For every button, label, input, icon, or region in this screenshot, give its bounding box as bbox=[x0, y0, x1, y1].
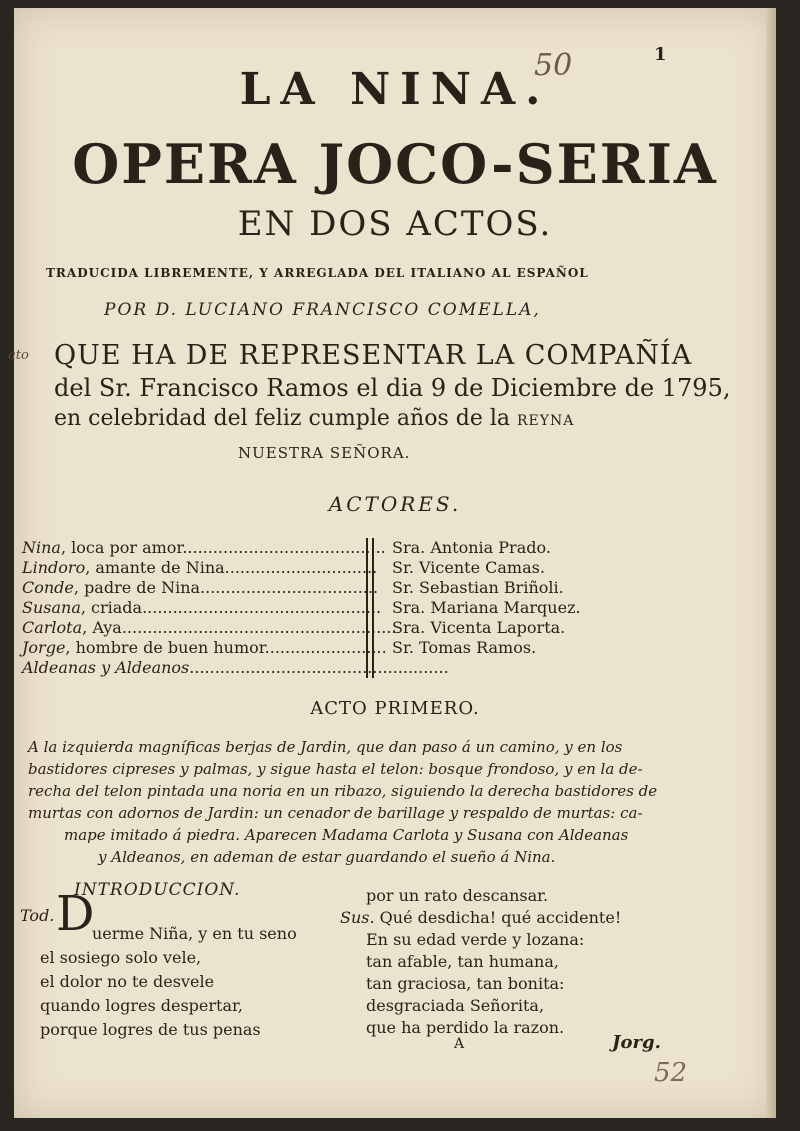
verse-line: En su edad verde y lozana: bbox=[366, 930, 585, 949]
cast-actor: Sr. Sebastian Briñoli. bbox=[392, 578, 564, 597]
stage-direction: recha del telon pintada una noria en un ribazo, siguiendo la derecha bastidores de bbox=[28, 782, 658, 800]
page-number: 1 bbox=[654, 44, 667, 65]
subtitle: OPERA JOCO-SERIA bbox=[72, 132, 718, 196]
verse-line: que ha perdido la razon. bbox=[366, 1018, 565, 1037]
act-heading: ACTO PRIMERO. bbox=[310, 698, 480, 719]
role-name: Aldeanas y Aldeanos bbox=[22, 658, 190, 677]
role-desc: , criada............................................... bbox=[80, 598, 382, 617]
verse-text: Qué desdicha! qué accidente! bbox=[379, 908, 622, 927]
verse-line: el sosiego solo vele, bbox=[40, 948, 202, 967]
cast-actor: Sra. Mariana Marquez. bbox=[392, 598, 581, 617]
celebration-line bbox=[54, 406, 574, 431]
role-name: Conde bbox=[22, 578, 74, 597]
date-line: del Sr. Francisco Ramos el dia 9 de Diciembre de 1795, bbox=[54, 374, 731, 402]
acts-line: EN DOS ACTOS. bbox=[237, 204, 553, 244]
cast-actor: Sr. Tomas Ramos. bbox=[392, 638, 537, 657]
celebration-text: en celebridad del feliz cumple años de la bbox=[54, 406, 510, 431]
stage-direction: bastidores cipreses y palmas, y sigue hasta el telon: bosque frondoso, y en la de- bbox=[28, 760, 643, 778]
cast-role bbox=[22, 658, 449, 677]
verse-line: quando logres despertar, bbox=[40, 996, 243, 1015]
verse-line: desgraciada Señorita, bbox=[366, 996, 545, 1015]
title: LA NINA. bbox=[239, 64, 551, 115]
translation-note: TRADUCIDA LIBREMENTE, Y ARREGLADA DEL ITALIANO AL ESPAÑOL bbox=[46, 266, 589, 280]
cast-heading: ACTORES. bbox=[328, 492, 462, 516]
role-name: Jorge bbox=[22, 638, 66, 657]
role-desc: , amante de Nina.............................. bbox=[85, 558, 378, 577]
role-name: Carlota bbox=[22, 618, 83, 637]
signature-mark: A bbox=[454, 1036, 465, 1052]
drop-cap: D bbox=[56, 886, 95, 942]
verse-line bbox=[340, 908, 621, 927]
celebration-end: NUESTRA SEÑORA. bbox=[238, 444, 411, 462]
cast-role bbox=[22, 638, 387, 657]
verse-line: el dolor no te desvele bbox=[40, 972, 215, 991]
stage-direction: mape imitado á piedra. Aparecen Madama Carlota y Susana con Aldeanas bbox=[64, 826, 629, 844]
cast-brace bbox=[366, 538, 374, 678]
cast-role bbox=[22, 618, 396, 637]
verse-line: porque logres de tus penas bbox=[40, 1020, 261, 1039]
cast-actor: Sra. Antonia Prado. bbox=[392, 538, 551, 557]
stage-direction: A la izquierda magníficas berjas de Jardin, que dan paso á un camino, y en los bbox=[28, 738, 623, 756]
role-name: Susana bbox=[22, 598, 81, 617]
author-line: POR D. LUCIANO FRANCISCO COMELLA, bbox=[104, 300, 541, 320]
catchword: Jorg. bbox=[612, 1032, 661, 1053]
speaker-label: Tod. bbox=[20, 906, 55, 925]
cast-role bbox=[22, 578, 378, 597]
celebration-reyna: REYNA bbox=[516, 413, 575, 429]
stage-direction: murtas con adornos de Jardin: un cenador de barillage y respaldo de murtas: ca- bbox=[28, 804, 643, 822]
stage-direction: y Aldeanos, en ademan de estar guardando el sueño á Nina. bbox=[98, 848, 556, 866]
handwritten-number-bottom: 52 bbox=[654, 1058, 688, 1088]
handwritten-number: 50 bbox=[534, 48, 573, 83]
role-name: Lindoro bbox=[22, 558, 86, 577]
role-desc: , Aya...................................................... bbox=[82, 618, 397, 637]
cast-actor: Sr. Vicente Camas. bbox=[392, 558, 545, 577]
verse-line: por un rato descansar. bbox=[366, 886, 549, 905]
cast-actor: Sra. Vicenta Laporta. bbox=[392, 618, 566, 637]
cast-role bbox=[22, 598, 381, 617]
company-line: QUE HA DE REPRESENTAR LA COMPAÑÍA bbox=[54, 340, 693, 371]
verse-line: tan afable, tan humana, bbox=[366, 952, 559, 971]
role-desc: ................................................... bbox=[189, 658, 449, 677]
verse-line: tan graciosa, tan bonita: bbox=[366, 974, 565, 993]
role-desc: , padre de Nina................................... bbox=[73, 578, 379, 597]
book-page bbox=[8, 8, 776, 1118]
role-name: Nina bbox=[22, 538, 61, 557]
introduccion-heading: INTRODUCCION. bbox=[74, 880, 241, 900]
speaker-label: Sus. bbox=[340, 908, 375, 927]
verse-line: uerme Niña, y en tu seno bbox=[92, 924, 297, 943]
cast-role bbox=[22, 538, 386, 557]
cast-role bbox=[22, 558, 377, 577]
role-desc: , loca por amor........................................ bbox=[60, 538, 386, 557]
role-desc: , hombre de buen humor........................ bbox=[65, 638, 387, 657]
margin-note: ato bbox=[8, 348, 29, 363]
